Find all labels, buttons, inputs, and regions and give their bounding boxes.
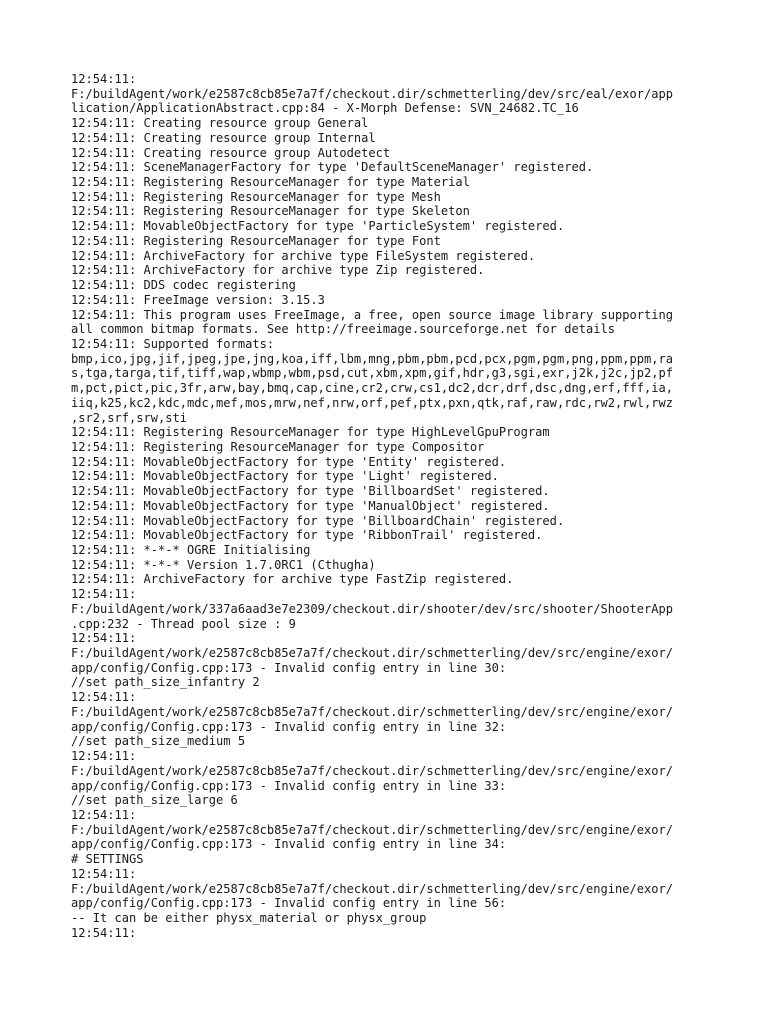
log-line: 12:54:11: ArchiveFactory for archive type FastZip registered. xyxy=(71,572,514,587)
log-line: 12:54:11: Registering ResourceManager for type Font xyxy=(71,233,441,248)
log-line: bmp,ico,jpg,jif,jpeg,jpe,jng,koa,iff,lbm,mng,pbm,pbm,pcd,pcx,pgm,pgm,png,ppm,ppm,ra xyxy=(71,351,673,366)
log-line: lication/ApplicationAbstract.cpp:84 - X-Morph Defense: SVN_24682.TC_16 xyxy=(71,101,579,116)
log-line: //set path_size_medium 5 xyxy=(71,734,246,749)
log-line: 12:54:11: Creating resource group General xyxy=(71,116,369,131)
log-line: 12:54:11: xyxy=(71,587,137,602)
log-line: .cpp:232 - Thread pool size : 9 xyxy=(71,616,296,631)
log-line: 12:54:11: This program uses FreeImage, a free, open source image library supporting xyxy=(71,307,673,322)
log-line: app/config/Config.cpp:173 - Invalid config entry in line 32: xyxy=(71,719,507,734)
log-line: app/config/Config.cpp:173 - Invalid config entry in line 33: xyxy=(71,778,507,793)
log-line: m,pct,pict,pic,3fr,arw,bay,bmq,cap,cine,cr2,crw,cs1,dc2,dcr,drf,dsc,dng,erf,fff,ia, xyxy=(71,381,673,396)
log-line: F:/buildAgent/work/e2587c8cb85e7a7f/checkout.dir/schmetterling/dev/src/eal/exor/app xyxy=(71,86,673,101)
log-line: # SETTINGS xyxy=(71,852,144,867)
log-line: app/config/Config.cpp:173 - Invalid config entry in line 56: xyxy=(71,896,507,911)
log-line: 12:54:11: MovableObjectFactory for type 'ManualObject' registered. xyxy=(71,498,550,513)
log-line: s,tga,targa,tif,tiff,wap,wbmp,wbm,psd,cut,xbm,xpm,gif,hdr,g3,sgi,exr,j2k,j2c,jp2,pf xyxy=(71,366,673,381)
log-line: F:/buildAgent/work/e2587c8cb85e7a7f/checkout.dir/schmetterling/dev/src/engine/exor/ xyxy=(71,881,673,896)
log-line: F:/buildAgent/work/e2587c8cb85e7a7f/checkout.dir/schmetterling/dev/src/engine/exor/ xyxy=(71,646,673,661)
log-line: -- It can be either physx_material or physx_group xyxy=(71,910,427,925)
log-line: F:/buildAgent/work/337a6aad3e7e2309/checkout.dir/shooter/dev/src/shooter/ShooterApp xyxy=(71,601,673,616)
log-line: 12:54:11: Registering ResourceManager for type Compositor xyxy=(71,439,485,454)
log-document xyxy=(71,72,701,940)
log-line: //set path_size_infantry 2 xyxy=(71,675,260,690)
log-line: F:/buildAgent/work/e2587c8cb85e7a7f/checkout.dir/schmetterling/dev/src/engine/exor/ xyxy=(71,763,673,778)
log-line: 12:54:11: Registering ResourceManager for type Mesh xyxy=(71,189,441,204)
log-line: iiq,k25,kc2,kdc,mdc,mef,mos,mrw,nef,nrw,orf,pef,ptx,pxn,qtk,raf,raw,rdc,rw2,rwl,rwz xyxy=(71,395,673,410)
log-line: 12:54:11: SceneManagerFactory for type 'DefaultSceneManager' registered. xyxy=(71,160,594,175)
log-line: 12:54:11: *-*-* Version 1.7.0RC1 (Cthugha) xyxy=(71,557,376,572)
log-line: 12:54:11: xyxy=(71,925,137,940)
log-line: 12:54:11: xyxy=(71,631,137,646)
log-line: 12:54:11: MovableObjectFactory for type 'Light' registered. xyxy=(71,469,499,484)
log-line: app/config/Config.cpp:173 - Invalid config entry in line 30: xyxy=(71,660,507,675)
log-line: all common bitmap formats. See http://freeimage.sourceforge.net for details xyxy=(71,322,615,337)
log-line: 12:54:11: xyxy=(71,807,137,822)
log-line: 12:54:11: MovableObjectFactory for type 'Entity' registered. xyxy=(71,454,507,469)
log-line: app/config/Config.cpp:173 - Invalid config entry in line 34: xyxy=(71,837,507,852)
log-line: //set path_size_large 6 xyxy=(71,793,238,808)
log-line: 12:54:11: MovableObjectFactory for type 'BillboardSet' registered. xyxy=(71,484,550,499)
log-line: 12:54:11: ArchiveFactory for archive type FileSystem registered. xyxy=(71,248,536,263)
log-line: 12:54:11: Registering ResourceManager for type Material xyxy=(71,175,470,190)
log-line: 12:54:11: MovableObjectFactory for type 'BillboardChain' registered. xyxy=(71,513,565,528)
log-line: 12:54:11: DDS codec registering xyxy=(71,278,296,293)
log-line: F:/buildAgent/work/e2587c8cb85e7a7f/checkout.dir/schmetterling/dev/src/engine/exor/ xyxy=(71,822,673,837)
log-line: 12:54:11: MovableObjectFactory for type 'RibbonTrail' registered. xyxy=(71,528,543,543)
log-line: 12:54:11: xyxy=(71,690,137,705)
log-line: ,sr2,srf,srw,sti xyxy=(71,410,188,425)
log-line: 12:54:11: Supported formats: xyxy=(71,336,275,351)
log-line: 12:54:11: Registering ResourceManager for type HighLevelGpuProgram xyxy=(71,425,550,440)
log-line: 12:54:11: Creating resource group Autodetect xyxy=(71,145,391,160)
log-line: F:/buildAgent/work/e2587c8cb85e7a7f/checkout.dir/schmetterling/dev/src/engine/exor/ xyxy=(71,704,673,719)
log-line: 12:54:11: MovableObjectFactory for type 'ParticleSystem' registered. xyxy=(71,219,565,234)
log-line: 12:54:11: xyxy=(71,866,137,881)
log-line: 12:54:11: FreeImage version: 3.15.3 xyxy=(71,292,325,307)
log-line: 12:54:11: *-*-* OGRE Initialising xyxy=(71,543,311,557)
log-line: 12:54:11: xyxy=(71,749,137,764)
log-line: 12:54:11: Creating resource group Internal xyxy=(71,130,376,145)
log-line: 12:54:11: Registering ResourceManager for type Skeleton xyxy=(71,204,470,219)
log-line: 12:54:11: xyxy=(71,72,137,86)
log-line: 12:54:11: ArchiveFactory for archive type Zip registered. xyxy=(71,263,485,278)
